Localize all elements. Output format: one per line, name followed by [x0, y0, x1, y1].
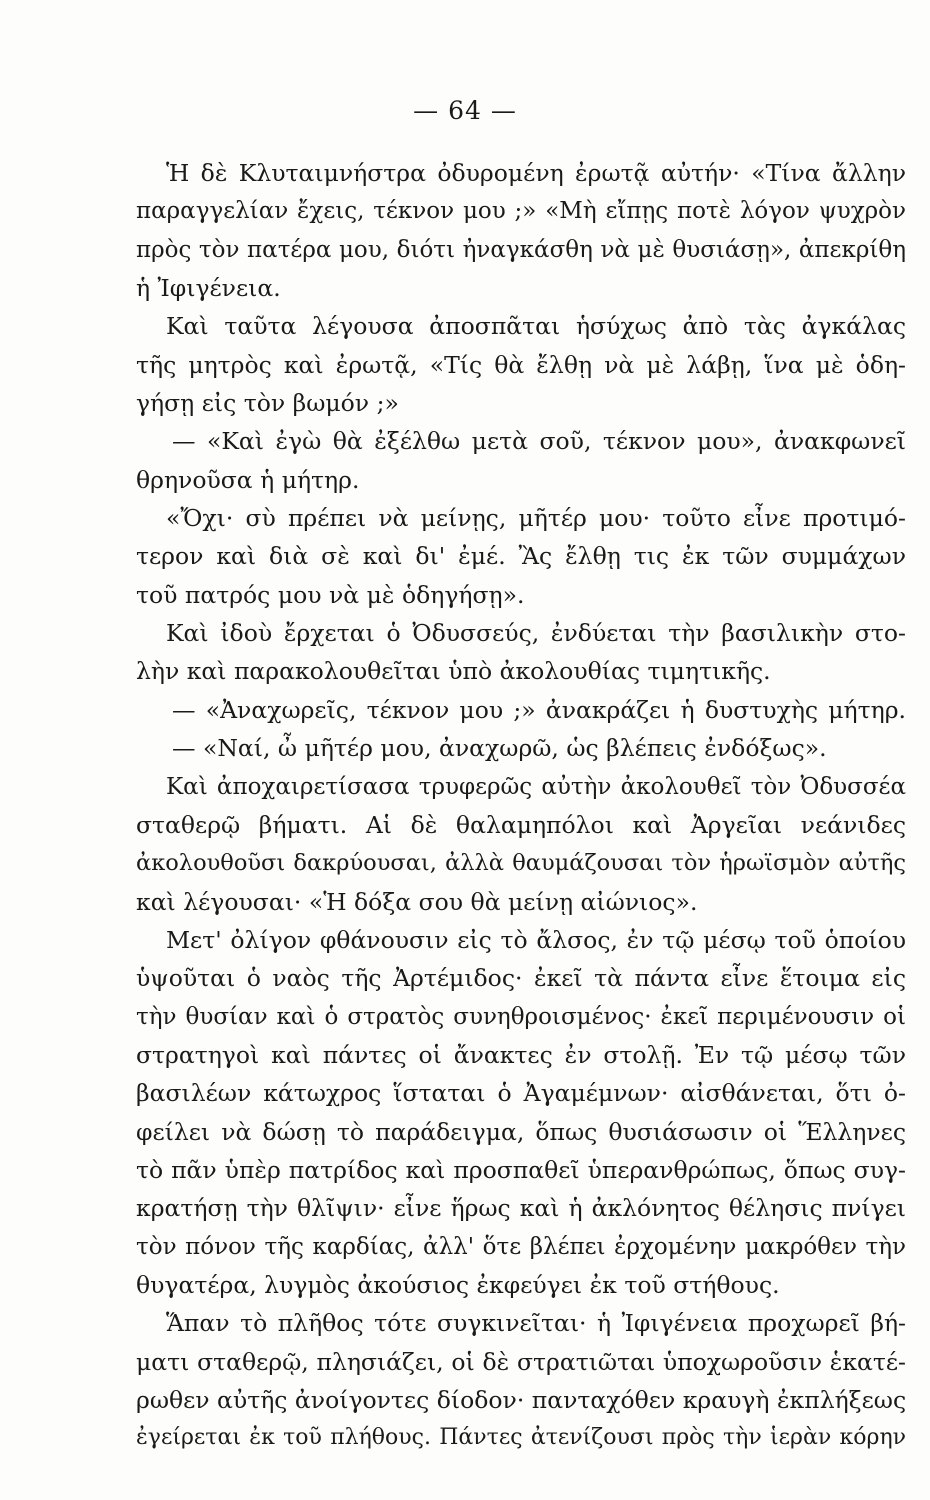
text-line: γήσῃ εἰς τὸν βωμόν ;» [136, 389, 399, 418]
text-line: σταθερῷ βήματι. Αἱ δὲ θαλαμηπόλοι καὶ Ἀργεῖαι νεάνιδες [136, 810, 906, 839]
text-line: Καὶ ἰδοὺ ἔρχεται ὁ Ὀδυσσεύς, ἐνδύεται τὴν βασιλικὴν στο- [166, 619, 906, 648]
text-line: — «Καὶ ἐγὼ θὰ ἐξέλθω μετὰ σοῦ, τέκνον μου», ἀνακφωνεῖ [172, 427, 906, 456]
text-line: «Ὄχι· σὺ πρέπει νὰ μείνῃς, μῆτέρ μου· τοῦτο εἶνε προτιμό- [166, 504, 906, 533]
text-line: θυγατέρα, λυγμὸς ἀκούσιος ἐκφεύγει ἐκ τοῦ στήθους. [136, 1270, 780, 1299]
text-line: θρηνοῦσα ἡ μήτηρ. [136, 465, 360, 494]
text-line: κρατήσῃ τὴν θλῖψιν· εἶνε ἥρως καὶ ἡ ἀκλόνητος θέλησις πνίγει [136, 1194, 906, 1223]
text-line: Καὶ ταῦτα λέγουσα ἀποσπᾶται ἡσύχως ἀπὸ τὰς ἀγκάλας [166, 312, 906, 341]
text-line: τερον καὶ διὰ σὲ καὶ δι' ἐμέ. Ἂς ἔλθῃ τις ἐκ τῶν συμμάχων [136, 542, 906, 571]
text-line: πρὸς τὸν πατέρα μου, διότι ἠναγκάσθη νὰ μὲ θυσιάσῃ», ἀπεκρίθη [136, 236, 906, 263]
text-line: ἡ Ἰφιγένεια. [136, 274, 281, 303]
text-line: βασιλέων κάτωχρος ἵσταται ὁ Ἀγαμέμνων· αἰσθάνεται, ὅτι ὀ- [136, 1079, 906, 1108]
text-line: τὴν θυσίαν καὶ ὁ στρατὸς συνηθροισμένος· ἐκεῖ περιμένουσιν οἱ [136, 1003, 906, 1030]
text-line: ρωθεν αὐτῆς ἀνοίγοντες δίοδον· πανταχόθεν κραυγὴ ἐκπλήξεως [136, 1386, 907, 1414]
text-line: ὑψοῦται ὁ ναὸς τῆς Ἀρτέμιδος· ἐκεῖ τὰ πάντα εἶνε ἕτοιμα εἰς [136, 964, 906, 993]
text-line: τὸ πᾶν ὑπὲρ πατρίδος καὶ προσπαθεῖ ὑπερανθρώπως, ὅπως συγ- [136, 1155, 906, 1184]
text-line: τῆς μητρὸς καὶ ἐρωτᾷ, «Τίς θὰ ἔλθῃ νὰ μὲ λάβῃ, ἵνα μὲ ὁδη- [136, 350, 906, 379]
text-line: ματι σταθερῷ, πλησιάζει, οἱ δὲ στρατιῶται ὑποχωροῦσιν ἑκατέ- [136, 1347, 906, 1376]
text-line: φείλει νὰ δώσῃ τὸ παράδειγμα, ὅπως θυσιάσωσιν οἱ Ἕλληνες [136, 1117, 906, 1146]
text-line: στρατηγοὶ καὶ πάντες οἱ ἄνακτες ἐν στολῇ. Ἐν τῷ μέσῳ τῶν [136, 1040, 906, 1069]
text-line: Ἅπαν τὸ πλῆθος τότε συγκινεῖται· ἡ Ἰφιγένεια προχωρεῖ βή- [166, 1309, 906, 1338]
text-line: ἀκολουθοῦσι δακρύουσαι, ἀλλὰ θαυμάζουσαι τὸν ἡρωϊσμὸν αὐτῆς [136, 850, 906, 877]
text-line: παραγγελίαν ἔχεις, τέκνον μου ;» «Μὴ εἴπῃς ποτὲ λόγον ψυχρὸν [136, 198, 906, 225]
text-line: τοῦ πατρός μου νὰ μὲ ὁδηγήσῃ». [136, 580, 525, 609]
text-line: ἐγείρεται ἐκ τοῦ πλήθους. Πάντες ἀτενίζουσι πρὸς τὴν ἱερὰν κόρην [136, 1425, 906, 1451]
page-number: — 64 — [413, 96, 517, 125]
text-line: Μετ' ὀλίγον φθάνουσιν εἰς τὸ ἄλσος, ἐν τῷ μέσῳ τοῦ ὁποίου [166, 925, 906, 954]
body-text [136, 154, 906, 1458]
text-line: Καὶ ἀποχαιρετίσασα τρυφερῶς αὐτὴν ἀκολουθεῖ τὸν Ὀδυσσέα [166, 773, 906, 800]
text-line: Ἡ δὲ Κλυταιμνήστρα ὀδυρομένη ἐρωτᾷ αὐτήν· «Τίνα ἄλλην [166, 159, 906, 187]
text-line: τὸν πόνον τῆς καρδίας, ἀλλ' ὅτε βλέπει ἐρχομένην μακρόθεν τὴν [136, 1233, 906, 1260]
text-line: — «Ἀναχωρεῖς, τέκνον μου ;» ἀνακράζει ἡ δυστυχὴς μήτηρ. [172, 695, 906, 724]
text-line: καὶ λέγουσαι· «Ἡ δόξα σου θὰ μείνῃ αἰώνιος». [136, 887, 698, 916]
text-line: λὴν καὶ παρακολουθεῖται ὑπὸ ἀκολουθίας τιμητικῆς. [136, 657, 771, 686]
text-line: — «Ναί, ὦ μῆτέρ μου, ἀναχωρῶ, ὡς βλέπεις ἐνδόξως». [172, 734, 827, 763]
